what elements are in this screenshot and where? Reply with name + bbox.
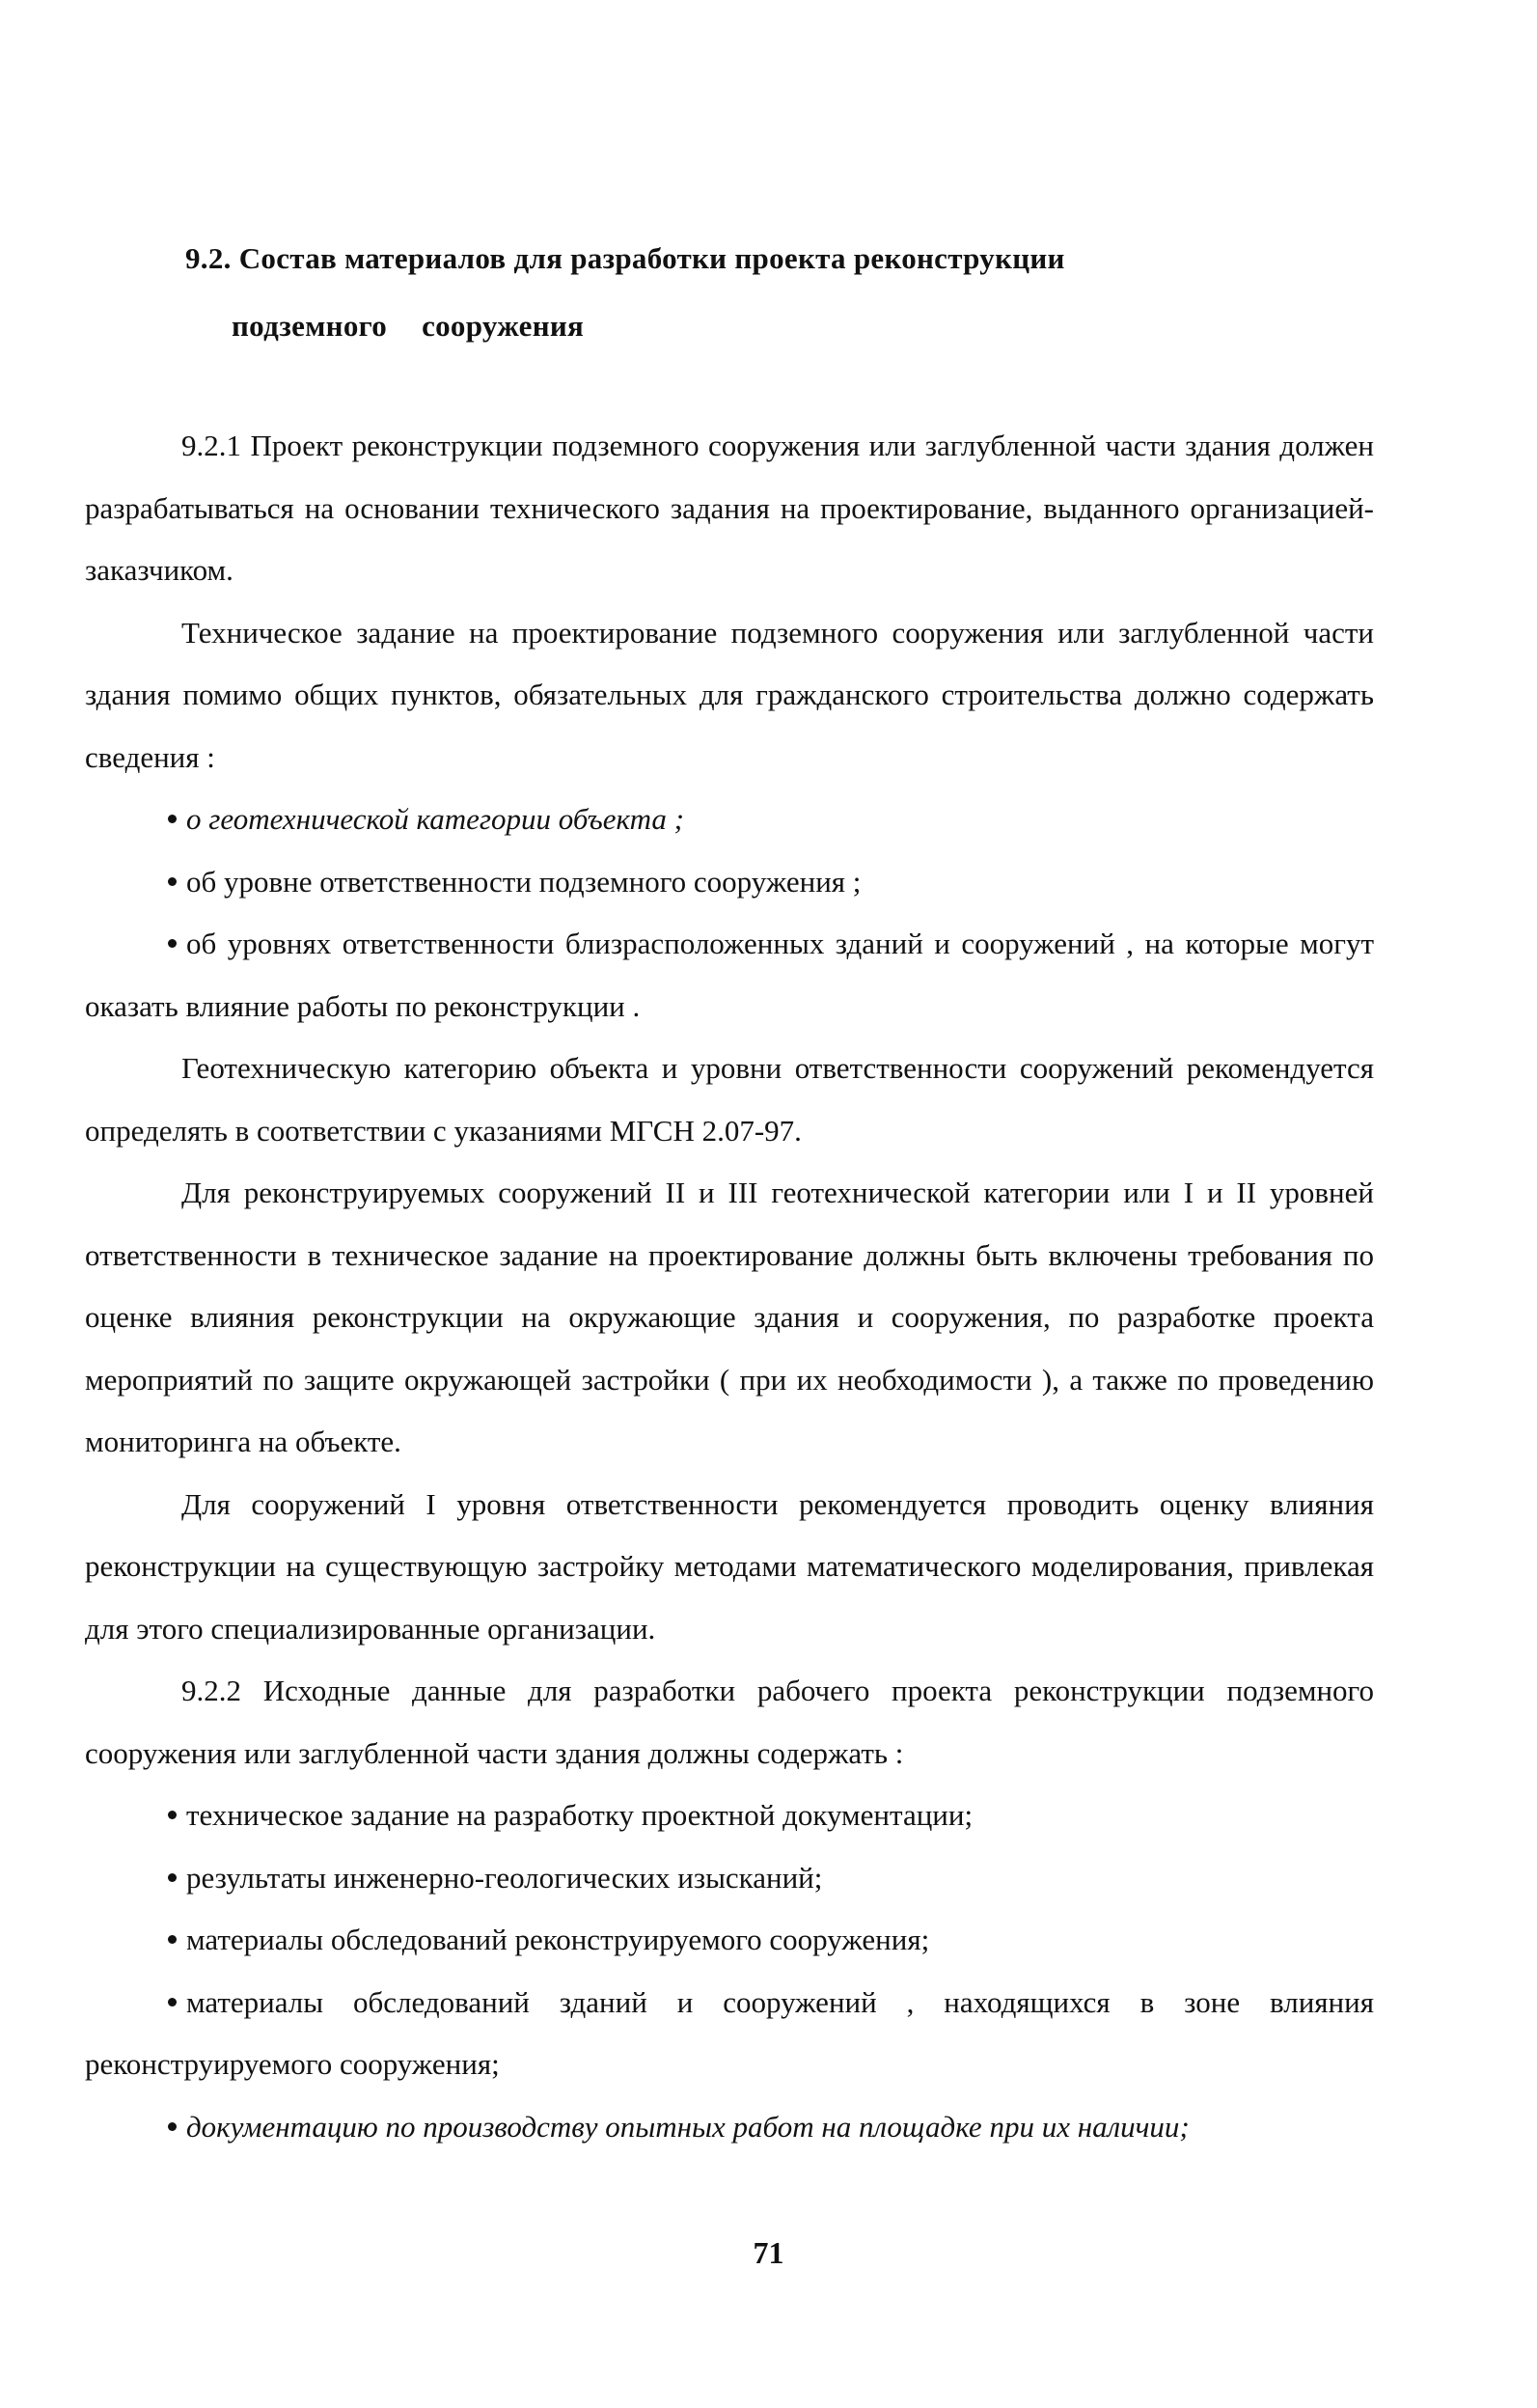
paragraph-reconstructed-structures: Для реконструируемых сооружений II и III геотехнической категории или I и II уровней ответственности в техническое задание на проектирование должны быть включены требования по оценке влияния реконструкции на окружающие здания и сооружения, по разработке проекта мероприятий по защите окружающей застройки ( при их необходимости ), а также по проведению мониторинга на объекте. <box>85 1176 1374 1458</box>
bullet-text: документацию по производству опытных работ на площадке при их наличии; <box>186 2109 1190 2144</box>
paragraph-9-2-1: 9.2.1 Проект реконструкции подземного сооружения или заглубленной части здания должен разрабатываться на основании технического задания на проектирование, выданного организацией-заказчиком. <box>85 429 1374 587</box>
paragraph-technical-task: Техническое задание на проектирование подземного сооружения или заглубленной части здания помимо общих пунктов, обязательных для гражданского строительства должно содержать сведения : <box>85 615 1374 774</box>
bullet-icon <box>168 815 177 823</box>
bullet-icon <box>168 939 177 948</box>
bullet-item <box>85 851 1374 914</box>
bullet-item <box>85 1909 1374 1972</box>
bullet-item <box>85 789 1374 851</box>
bullet-icon <box>168 877 177 886</box>
bullet-item <box>85 1785 1374 1847</box>
bullet-item <box>85 1972 1374 2096</box>
bullet-text: техническое задание на разработку проектной документации; <box>186 1798 974 1832</box>
bullet-item <box>85 1847 1374 1910</box>
bullet-text: об уровнях ответственности близрасположенных зданий и сооружений , на которые могут оказать влияние работы по реконструкции . <box>85 927 1374 1023</box>
bullet-text: об уровне ответственности подземного сооружения ; <box>186 864 862 899</box>
paragraph-level-one-structures: Для сооружений I уровня ответственности рекомендуется проводить оценку влияния реконструкции на существующую застройку методами математического моделирования, привлекая для этого специализированные организации. <box>85 1486 1374 1646</box>
bullet-icon <box>168 1935 177 1944</box>
bullet-icon <box>168 1998 177 2007</box>
section-heading: 9.2. Состав материалов для разработки проекта реконструкции <box>185 241 1065 275</box>
bullet-item <box>85 2096 1374 2159</box>
bullet-text: материалы обследований зданий и сооружений , находящихся в зоне влияния реконструируемого сооружения; <box>85 1984 1374 2081</box>
bullet-icon <box>168 2122 177 2131</box>
paragraph-9-2-2: 9.2.2 Исходные данные для разработки рабочего проекта реконструкции подземного сооружения или заглубленной части здания должны содержать : <box>85 1674 1374 1770</box>
bullet-icon <box>168 1873 177 1882</box>
body-text <box>85 415 1374 2158</box>
bullet-text: материалы обследований реконструируемого сооружения; <box>186 1923 930 1956</box>
page-number: 71 <box>753 2235 784 2270</box>
paragraph-geotechnical-category: Геотехническую категорию объекта и уровни ответственности сооружений рекомендуется определять в соответствии с указаниями МГСН 2.07-97. <box>85 1051 1374 1148</box>
bullet-text: о геотехнической категории объекта ; <box>186 802 684 836</box>
bullet-text: результаты инженерно-геологических изысканий; <box>186 1860 823 1895</box>
section-heading-continuation: подземного сооружения <box>232 309 585 343</box>
bullet-item <box>85 913 1374 1038</box>
bullet-icon <box>168 1811 177 1819</box>
